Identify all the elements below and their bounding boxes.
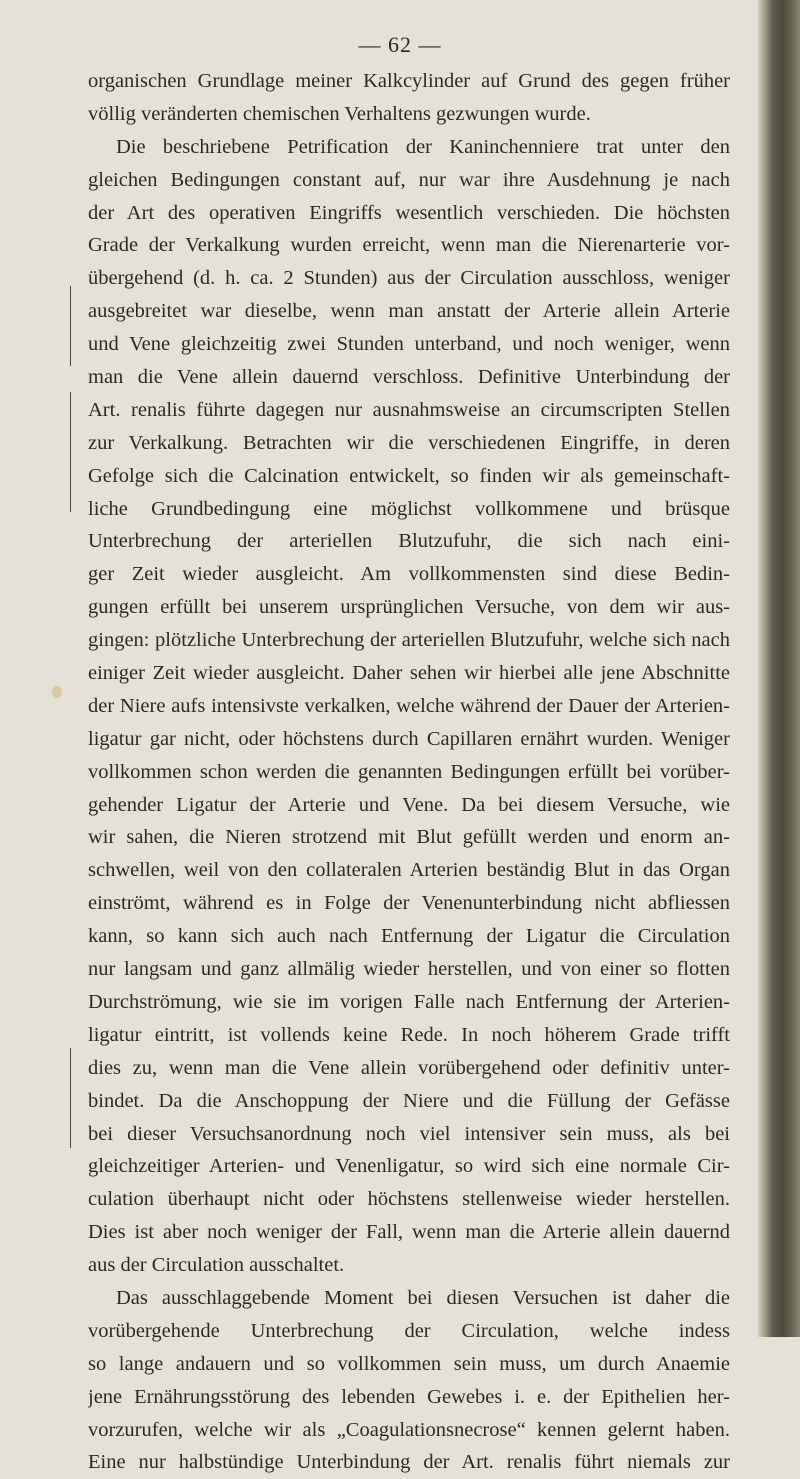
text-line: gungen erfüllt bei unserem ursprünglichen Versuche, von dem wir aus- xyxy=(88,596,730,619)
margin-pencil-mark xyxy=(70,1048,71,1148)
text-line: Durchströmung, wie sie im vorigen Falle nach Entfernung der Arterien- xyxy=(88,990,730,1013)
margin-pencil-mark xyxy=(70,392,71,512)
text-line: und Vene gleichzeitig zwei Stunden unterband, und noch weniger, wenn xyxy=(88,333,730,356)
text-line: Grade der Verkalkung wurden erreicht, wenn man die Nierenarterie vor- xyxy=(88,234,730,257)
text-line: schwellen, weil von den collateralen Arterien beständig Blut in das Organ xyxy=(88,859,730,882)
text-line: Gefolge sich die Calcination entwickelt, so finden wir als gemeinschaft- xyxy=(88,464,730,487)
text-line: vollkommen schon werden die genannten Bedingungen erfüllt bei vorüber- xyxy=(88,760,730,783)
text-line: organischen Grundlage meiner Kalkcylinder auf Grund des gegen früher xyxy=(88,70,730,92)
text-line: Das ausschlaggebende Moment bei diesen Versuchen ist daher die xyxy=(116,1286,730,1309)
text-line: ligatur eintritt, ist vollends keine Rede. In noch höherem Grade trifft xyxy=(88,1023,730,1046)
book-binding-edge xyxy=(758,0,800,1337)
page-number: — 62 — xyxy=(358,32,442,57)
text-line: Unterbrechung der arteriellen Blutzufuhr, die sich nach eini- xyxy=(88,530,730,553)
text-line: liche Grundbedingung eine möglichst vollkommene und brüsque xyxy=(88,497,730,520)
text-line: ger Zeit wieder ausgleicht. Am vollkommensten sind diese Bedin- xyxy=(88,563,730,586)
text-line: so lange andauern und so vollkommen sein muss, um durch Anaemie xyxy=(88,1352,730,1375)
text-line: der Niere aufs intensivste verkalken, welche während der Dauer der Arterien- xyxy=(88,694,730,717)
text-line: kann, so kann sich auch nach Entfernung der Ligatur die Circulation xyxy=(88,925,730,948)
text-line: zur Verkalkung. Betrachten wir die verschiedenen Eingriffe, in deren xyxy=(88,431,730,454)
text-line: ausgebreitet war dieselbe, wenn man anstatt der Arterie allein Arterie xyxy=(88,300,730,323)
text-line: der Art des operativen Eingriffs wesentlich verschieden. Die höchsten xyxy=(88,201,730,224)
text-line: nur langsam und ganz allmälig wieder herstellen, und von einer so flotten xyxy=(88,958,730,981)
text-line: einströmt, während es in Folge der Venenunterbindung nicht abfliessen xyxy=(88,892,730,915)
text-line: culation überhaupt nicht oder höchstens stellenweise wieder herstellen. xyxy=(88,1188,730,1211)
text-line: Die beschriebene Petrification der Kaninchenniere trat unter den xyxy=(116,135,730,158)
text-line: Dies ist aber noch weniger der Fall, wenn man die Arterie allein dauernd xyxy=(88,1221,730,1244)
text-line: gleichen Bedingungen constant auf, nur war ihre Ausdehnung je nach xyxy=(88,168,730,191)
text-line: Eine nur halbstündige Unterbindung der Art. renalis führt niemals zur xyxy=(88,1451,730,1474)
text-line: bindet. Da die Anschoppung der Niere und die Füllung der Gefässe xyxy=(88,1089,730,1112)
text-line: Art. renalis führte dagegen nur ausnahmsweise an circumscripten Stellen xyxy=(88,398,730,421)
margin-pencil-mark xyxy=(70,286,71,366)
text-line: völlig veränderten chemischen Verhaltens gezwungen wurde. xyxy=(88,102,591,125)
text-line: vorzurufen, welche wir als „Coagulationsnecrose“ kennen gelernt haben. xyxy=(88,1418,730,1441)
margin-stain xyxy=(52,686,62,698)
text-line: übergehend (d. h. ca. 2 Stunden) aus der Circulation ausschloss, weniger xyxy=(88,267,730,290)
text-line: einiger Zeit wieder ausgleicht. Daher sehen wir hierbei alle jene Abschnitte xyxy=(88,662,730,685)
text-line: jene Ernährungsstörung des lebenden Gewebes i. e. der Epithelien her- xyxy=(88,1385,730,1408)
text-line: dies zu, wenn man die Vene allein vorübergehend oder definitiv unter- xyxy=(88,1056,730,1079)
text-line: gehender Ligatur der Arterie und Vene. Da bei diesem Versuche, wie xyxy=(88,793,730,816)
text-line: ligatur gar nicht, oder höchstens durch Capillaren ernährt wurden. Weniger xyxy=(88,727,730,750)
text-line: aus der Circulation ausschaltet. xyxy=(88,1254,345,1277)
text-line: gleichzeitiger Arterien- und Venenligatur, so wird sich eine normale Cir- xyxy=(88,1155,730,1178)
text-line: wir sahen, die Nieren strotzend mit Blut gefüllt werden und enorm an- xyxy=(88,826,730,849)
text-line: vorübergehende Unterbrechung der Circulation, welche indess xyxy=(88,1319,730,1342)
text-line: man die Vene allein dauernd verschloss. Definitive Unterbindung der xyxy=(88,366,730,389)
text-line: bei dieser Versuchsanordnung noch viel intensiver sein muss, als bei xyxy=(88,1122,730,1145)
text-body xyxy=(88,65,730,1479)
text-line: gingen: plötzliche Unterbrechung der arteriellen Blutzufuhr, welche sich nach xyxy=(88,629,730,652)
